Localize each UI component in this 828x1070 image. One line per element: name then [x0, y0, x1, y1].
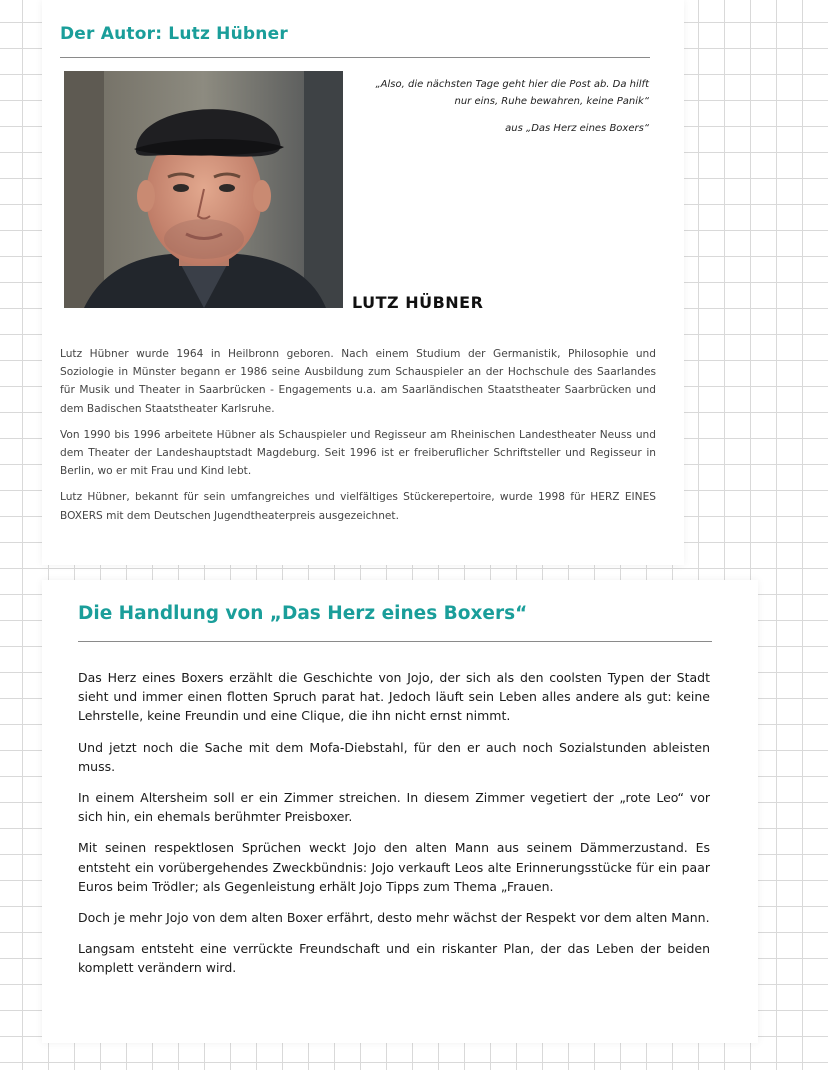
bio-paragraph: Lutz Hübner, bekannt für sein umfangreiches und vielfältiges Stückerepertoire, wurde 1998 für HERZ EINES BOXERS mit dem Deutschen Jugendtheaterpreis ausgezeichnet.: [60, 491, 656, 522]
plot-paragraph: Und jetzt noch die Sache mit dem Mofa-Diebstahl, für den er auch noch Sozialstunden ableisten muss.: [78, 739, 710, 774]
author-heading-divider: [60, 57, 650, 58]
quote-source: aus „Das Herz eines Boxers“: [505, 123, 649, 134]
plot-paragraph: Das Herz eines Boxers erzählt die Geschichte von Jojo, der sich als den coolsten Typen der Stadt sieht und immer einen flotten Spruch parat hat. Jedoch läuft sein Leben alles andere als gut: keine Lehrstelle, keine Freundin und eine Clique, die ihn nicht ernst nimmt.: [78, 670, 710, 724]
plot-paragraph: Mit seinen respektlosen Sprüchen weckt Jojo den alten Mann aus seinem Dämmerzustand. Es entsteht ein vorübergehendes Zweckbündnis: Jojo verkauft Leos alte Erinnerungsstücke für ein paar Euros beim Trödler; als Gegenleistung erhält Jojo Tipps zum Thema „Frauen.: [78, 840, 710, 894]
author-photo: [64, 71, 343, 308]
plot-paragraph: Doch je mehr Jojo von dem alten Boxer erfährt, desto mehr wächst der Respekt vor dem alten Mann.: [78, 910, 710, 926]
plot-paragraph: Langsam entsteht eine verrückte Freundschaft und ein riskanter Plan, der das Leben der beiden komplett verändern wird.: [78, 941, 710, 976]
author-name: LUTZ HÜBNER: [352, 293, 484, 312]
plot-card: [42, 580, 758, 1043]
author-bio: [60, 345, 656, 533]
bio-paragraph: Lutz Hübner wurde 1964 in Heilbronn geboren. Nach einem Studium der Germanistik, Philosophie und Soziologie in Münster begann er 1986 seine Ausbildung zum Schauspieler an der Hochschule des Saarlandes für Musik und Theater in Saarbrücken - Engagements u.a. am Saarländischen Staatstheater Saarbrücken und dem Badischen Staatstheater Karlsruhe.: [60, 348, 656, 415]
plot-heading-divider: [78, 641, 712, 642]
plot-paragraph: In einem Altersheim soll er ein Zimmer streichen. In diesem Zimmer vegetiert der „rote Leo“ vor sich hin, ein ehemals berühmter Preisboxer.: [78, 790, 710, 825]
author-heading: Der Autor: Lutz Hübner: [60, 24, 288, 44]
author-quote: „Also, die nächsten Tage geht hier die Post ab. Da hilft nur eins, Ruhe bewahren, keine Panik“: [375, 79, 649, 107]
plot-heading: Die Handlung von „Das Herz eines Boxers“: [78, 603, 528, 624]
author-card: [42, 0, 684, 565]
bio-paragraph: Von 1990 bis 1996 arbeitete Hübner als Schauspieler und Regisseur am Rheinischen Landestheater Neuss und dem Theater der Landeshauptstadt Magdeburg. Seit 1996 ist er freiberuflicher Schriftsteller und Regisseur in Berlin, wo er mit Frau und Kind lebt.: [60, 428, 656, 478]
plot-text: [78, 668, 710, 990]
